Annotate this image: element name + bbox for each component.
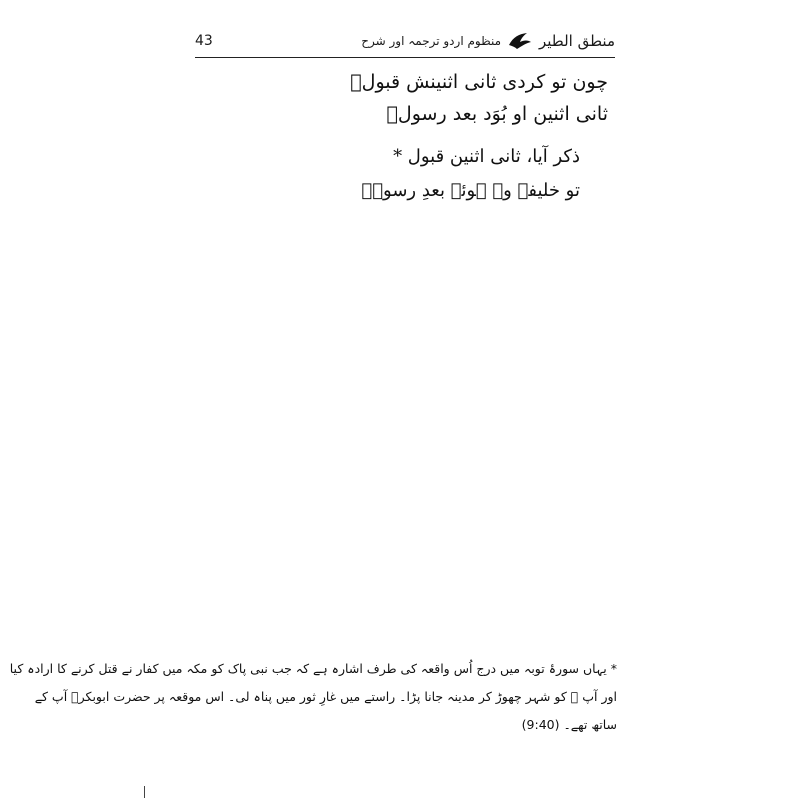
page-number: 43	[195, 33, 213, 49]
urdu-verse-line: ذکر آیا، ثانی اثنین قبول *	[393, 146, 580, 167]
header-title-group	[361, 31, 615, 51]
book-title: منطق الطیر	[539, 32, 615, 50]
footnote-line: اور آپ ﷺ کو شہر چھوڑ کر مدینہ جانا پڑا۔ راستے میں غارِ ثور میں پناہ لی۔ اس موقعہ پر حضرت ابوبکرؓ آپ کے	[34, 689, 617, 704]
running-header	[195, 26, 615, 56]
persian-verse-line: چون تو کردی ثانی اثنینش قبولؐ	[350, 71, 608, 93]
book-subtitle: منظوم اردو ترجمہ اور شرح	[361, 34, 501, 48]
header-rule	[195, 57, 615, 58]
bird-icon	[507, 31, 533, 51]
urdu-verse-line: تو خلیفہ وہ ہوئے بعدِ رسولؐ	[361, 180, 580, 201]
footnote	[9, 655, 617, 739]
persian-verse-line: ثانی اثنین او بُوَد بعد رسولؐ	[386, 103, 608, 125]
persian-couplet	[350, 66, 608, 130]
footnote-text: ساتھ تھے۔	[563, 717, 617, 732]
footnote-line: * یہاں سورۂ توبہ میں درج اُس واقعہ کی طرف اشارہ ہے کہ جب نبی پاک کو مکہ میں کفار نے قتل کرنے کا ارادہ کیا	[9, 661, 617, 676]
quran-reference: (9:40)	[521, 717, 560, 732]
urdu-couplet	[361, 140, 580, 208]
footnote-line-last	[195, 711, 617, 739]
page-edge-mark	[144, 786, 145, 798]
